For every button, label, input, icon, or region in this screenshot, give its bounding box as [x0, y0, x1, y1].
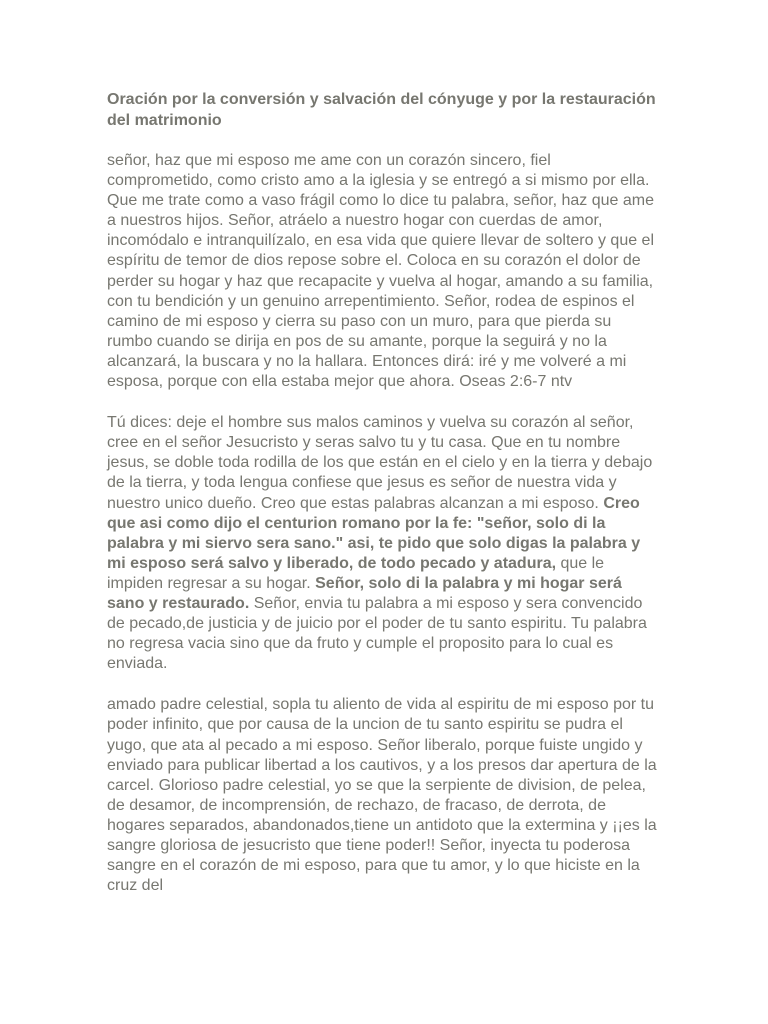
document-page — [107, 90, 659, 917]
paragraph-2-text-3: Señor, envia tu palabra a mi esposo y sera convencido de pecado,de justicia y de juicio por el poder de tu santo espiritu. Tu palabra no regresa vacia sino que da fruto y cumple el proposito para lo cual es enviada. — [107, 594, 647, 673]
paragraph-3: amado padre celestial, sopla tu aliento de vida al espiritu de mi esposo por tu poder infinito, que por causa de la uncion de tu santo espiritu se pudra el yugo, que ata al pecado a mi esposo. Señor liberalo, porque fuiste ungido y enviado para publicar libertad a los cautivos, y a los presos dar apertura de la carcel. Glorioso padre celestial, yo se que la serpiente de division, de pelea, de desamor, de incomprensión, de rechazo, de fracaso, de derrota, de hogares separados, abandonados,tiene un antidoto que la extermina y ¡¡es la sangre gloriosa de jesucristo que tiene poder!! Señor, inyecta tu poderosa sangre en el corazón de mi esposo, para que tu amor, y lo que hiciste en la cruz del — [107, 696, 657, 895]
paragraph-2 — [107, 413, 659, 674]
paragraph-2-text-2: que le impiden regresar a su hogar. — [107, 554, 605, 592]
paragraph-1: señor, haz que mi esposo me ame con un corazón sincero, fiel comprometido, como cristo amo a la iglesia y se entregó a si mismo por ella. Que me trate como a vaso frágil como lo dice tu palabra, señor, haz que ame a nuestros hijos. Señor, atráelo a nuestro hogar con cuerdas de amor, incomódalo e intranquilízalo, en esa vida que quiere llevar de soltero y que el espíritu de temor de dios repose sobre el. Coloca en su corazón el dolor de perder su hogar y haz que recapacite y vuelva al hogar, amando a su familia, con tu bendición y un genuino arrepentimiento. Señor, rodea de espinos el camino de mi esposo y cierra su paso con un muro, para que pierda su rumbo cuando se dirija en pos de su amante, porque la seguirá y no la alcanzará, la buscara y no la hallara. Entonces dirá: iré y me volveré a mi esposa, porque con ella estaba mejor que ahora. Oseas 2:6-7 ntv — [107, 152, 655, 391]
paragraph-2-bold-2: Señor, solo di la palabra y mi hogar será sano y restaurado. — [107, 574, 622, 612]
paragraph-2-bold-1: Creo que asi como dijo el centurion romano por la fe: "señor, solo di la palabra y mi siervo sera sano." asi, te pido que solo digas la palabra y mi esposo será salvo y liberado, de todo pecado y atadura, — [107, 494, 641, 572]
document-title: Oración por la conversión y salvación del cónyuge y por la restauración del matrimonio — [107, 91, 656, 129]
paragraph-2-text-1: Tú dices: deje el hombre sus malos caminos y vuelva su corazón al señor, cree en el señor Jesucristo y seras salvo tu y tu casa. Que en tu nombre jesus, se doble toda rodilla de los que están en el cielo y en la tierra y debajo de la tierra, y toda lengua confiese que jesus es señor de nuestra vida y nuestro unico dueño. Creo que estas palabras alcanzan a mi esposo. — [107, 414, 653, 512]
